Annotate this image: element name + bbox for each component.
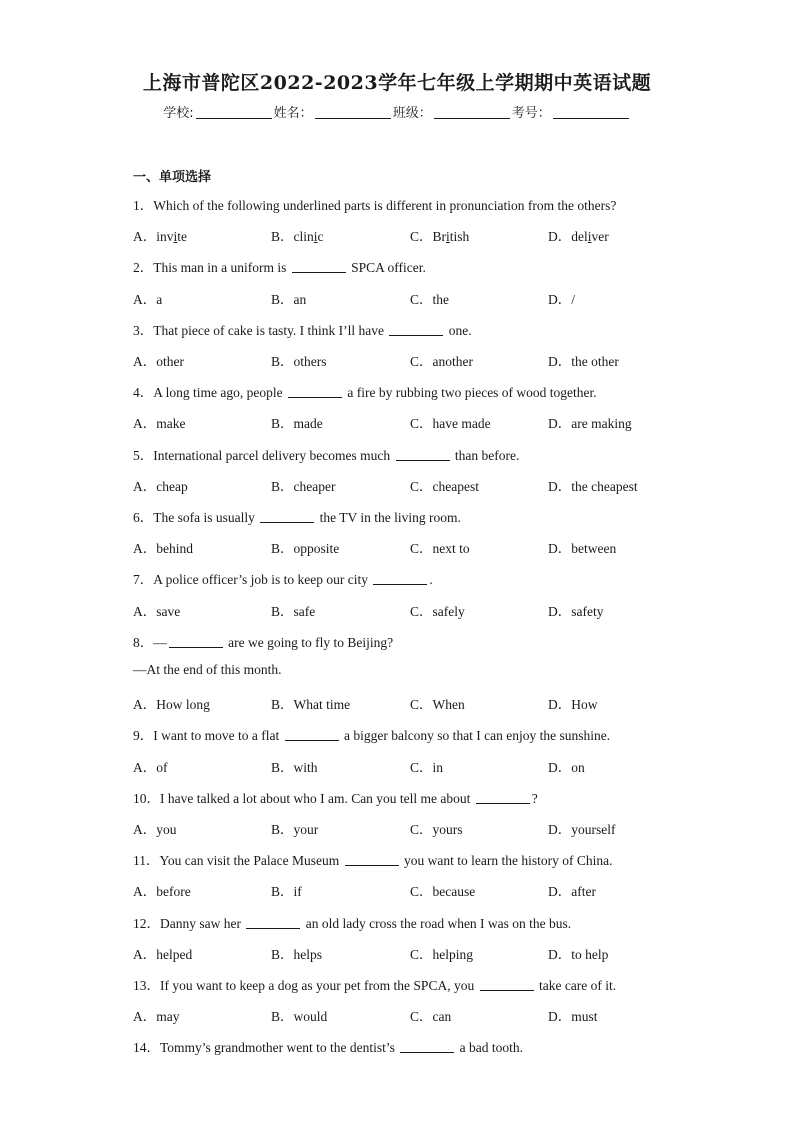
option-letter: C．	[410, 1009, 433, 1025]
question-text: .	[429, 572, 433, 588]
question-8-option-b[interactable]	[271, 693, 350, 713]
option-letter: C．	[410, 478, 433, 494]
option-letter: B．	[271, 759, 294, 775]
question-3-option-c[interactable]	[410, 350, 473, 370]
question-text: Tommy’s grandmother went to the dentist’s	[160, 1040, 399, 1056]
question-number: 6．	[133, 510, 154, 525]
school-field	[163, 102, 273, 121]
option-text: helped	[156, 946, 193, 962]
option-letter: A．	[133, 229, 157, 245]
underlined-letter: i	[313, 229, 318, 245]
answer-blank[interactable]	[288, 386, 342, 398]
option-letter: D．	[548, 229, 572, 245]
option-text: safety	[571, 603, 604, 619]
question-8-option-c[interactable]	[410, 693, 465, 713]
option-text: your	[293, 822, 319, 837]
question-text: an old lady cross the road when I was on the bus.	[302, 915, 572, 931]
option-letter: B．	[271, 603, 294, 619]
question-5-option-d[interactable]	[548, 475, 638, 495]
question-12-option-c[interactable]	[410, 943, 473, 963]
exam-number-label: 考号：	[511, 106, 551, 121]
question-11-stem	[133, 849, 612, 869]
exam-number-blank[interactable]	[553, 106, 629, 119]
question-8-option-a[interactable]	[133, 693, 210, 713]
question-2-option-c[interactable]	[410, 288, 449, 308]
question-4-option-c[interactable]	[410, 412, 491, 432]
underlined-letter: i	[587, 229, 592, 245]
question-text: a bad tooth.	[456, 1040, 524, 1056]
question-4-option-d[interactable]	[548, 412, 632, 432]
question-8-option-d[interactable]	[548, 693, 598, 713]
option-text: to help	[571, 946, 609, 962]
option-text: yourself	[571, 822, 616, 837]
question-3-option-d[interactable]	[548, 350, 619, 370]
question-number: 2．	[133, 260, 154, 276]
question-6-option-b[interactable]	[271, 537, 339, 557]
option-letter: A．	[133, 291, 157, 307]
option-text: opposite	[293, 541, 340, 557]
question-number: 8．	[133, 634, 154, 650]
option-text: after	[571, 884, 596, 900]
question-text: I want to move to a flat	[153, 728, 283, 744]
option-letter: D．	[548, 697, 572, 713]
question-13-stem	[133, 974, 616, 994]
question-2-stem	[133, 256, 426, 276]
question-6-option-a[interactable]	[133, 537, 193, 557]
option-text: a	[156, 291, 163, 307]
option-letter: D．	[548, 478, 572, 494]
option-text: yours	[432, 822, 463, 837]
question-6-stem	[133, 506, 461, 526]
option-text: cheapest	[432, 478, 479, 494]
question-number: 4．	[133, 385, 154, 401]
option-text: the cheapest	[571, 478, 638, 494]
question-7-option-a[interactable]	[133, 600, 180, 620]
question-12-stem	[133, 912, 571, 932]
question-text: a fire by rubbing two pieces of wood together.	[343, 385, 597, 401]
option-letter: C．	[410, 541, 433, 557]
option-text: make	[156, 416, 186, 432]
underlined-letter: i	[446, 229, 450, 245]
option-text: safe	[293, 603, 316, 619]
option-text-pre: inv	[156, 229, 174, 245]
option-text: How	[571, 697, 598, 713]
option-letter: D．	[548, 416, 572, 432]
question-text: This man in a uniform is	[153, 260, 290, 276]
option-letter: A．	[133, 822, 157, 837]
question-number: 5．	[133, 447, 154, 463]
exam-number-field	[512, 102, 631, 121]
question-9-option-b[interactable]	[271, 756, 318, 776]
question-1-option-d[interactable]	[548, 225, 609, 245]
question-text: A long time ago, people	[153, 385, 286, 401]
answer-blank[interactable]	[373, 573, 427, 585]
school-label: 学校:	[163, 106, 194, 121]
option-text: made	[293, 416, 323, 432]
question-9-stem	[133, 724, 610, 744]
question-number: 10．	[133, 790, 160, 806]
question-number: 14．	[133, 1040, 160, 1056]
question-text: than before.	[451, 447, 520, 463]
option-letter: B．	[271, 822, 294, 837]
option-letter: C．	[410, 884, 433, 900]
question-10-option-a[interactable]	[133, 818, 177, 838]
option-text: of	[156, 759, 168, 775]
option-letter: A．	[133, 884, 157, 900]
option-letter: D．	[548, 884, 572, 900]
option-letter: B．	[271, 478, 294, 494]
question-number: 7．	[133, 572, 154, 588]
question-text: International parcel delivery becomes much	[153, 447, 394, 463]
question-5-option-a[interactable]	[133, 475, 188, 495]
option-text: an	[293, 291, 307, 307]
question-number: 13．	[133, 978, 160, 993]
option-letter: A．	[133, 946, 157, 962]
question-1-option-c[interactable]	[410, 225, 469, 245]
question-number: 11．	[133, 853, 160, 869]
option-letter: C．	[410, 759, 433, 775]
question-text: Danny saw her	[160, 915, 245, 931]
question-number: 3．	[133, 322, 154, 338]
option-text: the other	[571, 354, 619, 369]
option-letter: A．	[133, 697, 157, 713]
option-text: between	[571, 541, 617, 557]
question-text: you want to learn the history of China.	[400, 853, 613, 869]
option-text: have made	[432, 416, 491, 432]
question-1-stem	[133, 194, 616, 214]
question-11-option-b[interactable]	[271, 880, 302, 900]
option-letter: B．	[271, 229, 294, 245]
question-12-option-b[interactable]	[271, 943, 322, 963]
question-12-option-d[interactable]	[548, 943, 608, 963]
question-2-option-d[interactable]	[548, 288, 575, 308]
option-letter: D．	[548, 1009, 572, 1025]
question-6-option-d[interactable]	[548, 537, 616, 557]
option-letter: C．	[410, 416, 433, 432]
name-field	[274, 102, 393, 121]
option-text: would	[293, 1009, 328, 1025]
option-text: next to	[432, 541, 470, 557]
option-letter: C．	[410, 822, 433, 837]
option-letter: A．	[133, 759, 157, 775]
option-text: with	[293, 759, 318, 775]
option-text-post: tish	[449, 229, 470, 245]
class-field	[393, 102, 512, 121]
answer-blank[interactable]	[389, 324, 443, 336]
question-10-stem	[133, 787, 538, 807]
option-letter: A．	[133, 354, 157, 369]
option-text: others	[293, 354, 327, 369]
option-letter: B．	[271, 416, 294, 432]
question-4-stem	[133, 381, 597, 401]
option-letter: B．	[271, 541, 294, 557]
question-13-option-b[interactable]	[271, 1005, 327, 1025]
question-7-stem	[133, 568, 433, 588]
question-text: If you want to keep a dog as your pet from the SPCA, you	[160, 978, 478, 993]
question-6-option-c[interactable]	[410, 537, 470, 557]
option-letter: C．	[410, 291, 433, 307]
question-10-option-b[interactable]	[271, 818, 318, 838]
question-7-option-b[interactable]	[271, 600, 315, 620]
question-text: A police officer’s job is to keep our city	[153, 572, 372, 588]
option-text: cheap	[156, 478, 188, 494]
question-text: take care of it.	[535, 978, 617, 993]
option-text-post: te	[177, 229, 188, 245]
answer-blank[interactable]	[396, 449, 450, 461]
option-letter: B．	[271, 697, 294, 713]
question-3-stem	[133, 319, 472, 339]
option-letter: D．	[548, 603, 572, 619]
option-text: other	[156, 354, 184, 369]
option-text-pre: clin	[293, 229, 314, 245]
answer-blank[interactable]	[285, 729, 339, 741]
answer-blank[interactable]	[260, 511, 314, 523]
question-text: —	[153, 634, 167, 650]
option-letter: C．	[410, 603, 433, 619]
question-4-option-a[interactable]	[133, 412, 186, 432]
answer-blank[interactable]	[169, 636, 223, 648]
option-text-post: c	[317, 229, 324, 245]
question-7-option-c[interactable]	[410, 600, 465, 620]
question-text: I have talked a lot about who I am. Can you tell me about	[160, 790, 474, 806]
option-letter: C．	[410, 229, 433, 245]
class-label: 班级：	[392, 106, 432, 121]
answer-blank[interactable]	[345, 854, 399, 866]
question-8-response: —At the end of this month.	[133, 662, 282, 677]
option-text: safely	[432, 603, 465, 619]
question-text: ?	[531, 790, 538, 806]
question-10-option-d[interactable]	[548, 818, 616, 838]
option-letter: D．	[548, 946, 572, 962]
question-number: 9．	[133, 728, 154, 744]
option-text: helping	[432, 946, 474, 962]
question-text: are we going to fly to Beijing?	[224, 634, 394, 650]
option-letter: D．	[548, 291, 572, 307]
option-text: When	[432, 697, 465, 713]
answer-blank[interactable]	[480, 979, 534, 991]
question-5-option-c[interactable]	[410, 475, 479, 495]
question-text: one.	[445, 322, 472, 338]
question-12-option-a[interactable]	[133, 943, 192, 963]
question-13-option-a[interactable]	[133, 1005, 180, 1025]
question-11-option-d[interactable]	[548, 880, 596, 900]
option-text-pre: Br	[432, 229, 447, 245]
option-text: you	[156, 822, 177, 837]
option-letter: D．	[548, 541, 572, 557]
option-letter: C．	[410, 354, 433, 369]
question-2-option-b[interactable]	[271, 288, 306, 308]
question-5-option-b[interactable]	[271, 475, 335, 495]
question-text: SPCA officer.	[347, 260, 426, 276]
option-text: in	[432, 759, 444, 775]
option-text: /	[571, 291, 576, 307]
option-letter: A．	[133, 541, 157, 557]
question-14-stem	[133, 1036, 523, 1056]
option-letter: B．	[271, 1009, 294, 1025]
question-11-option-a[interactable]	[133, 880, 191, 900]
question-7-option-d[interactable]	[548, 600, 603, 620]
option-letter: A．	[133, 416, 157, 432]
option-text-pre: del	[571, 229, 588, 245]
option-text: How long	[156, 697, 210, 713]
option-text: because	[432, 884, 476, 900]
question-5-stem	[133, 444, 519, 464]
option-letter: A．	[133, 1009, 157, 1025]
option-text: can	[432, 1009, 452, 1025]
option-letter: A．	[133, 478, 157, 494]
question-9-option-d[interactable]	[548, 756, 585, 776]
option-letter: B．	[271, 354, 294, 369]
option-text-post: ver	[591, 229, 609, 245]
class-blank[interactable]	[434, 106, 510, 119]
option-text: before	[156, 884, 191, 900]
name-label: 姓名：	[273, 106, 313, 121]
option-text: behind	[156, 541, 193, 557]
question-text: You can visit the Palace Museum	[159, 853, 343, 869]
option-text: What time	[293, 697, 351, 713]
option-text: another	[432, 354, 473, 369]
question-number: 1．	[133, 198, 154, 213]
option-text: are making	[571, 416, 632, 432]
section-title: 一、单项选择	[133, 170, 212, 185]
school-blank[interactable]	[196, 106, 272, 119]
option-letter: D．	[548, 354, 572, 369]
question-13-option-d[interactable]	[548, 1005, 598, 1025]
question-13-option-c[interactable]	[410, 1005, 451, 1025]
option-letter: B．	[271, 884, 294, 900]
question-3-option-b[interactable]	[271, 350, 327, 370]
option-letter: B．	[271, 946, 294, 962]
question-number: 12．	[133, 915, 160, 931]
question-text: a bigger balcony so that I can enjoy the sunshine.	[340, 728, 611, 744]
option-text: save	[156, 603, 181, 619]
question-9-option-c[interactable]	[410, 756, 443, 776]
question-2-option-a[interactable]	[133, 288, 162, 308]
option-letter: C．	[410, 946, 433, 962]
option-text: helps	[293, 946, 323, 962]
option-text: may	[156, 1009, 180, 1025]
option-text: on	[571, 759, 585, 775]
option-text: must	[571, 1009, 598, 1025]
question-text: Which of the following underlined parts is different in pronunciation from the others?	[153, 198, 617, 213]
question-9-option-a[interactable]	[133, 756, 168, 776]
question-11-option-c[interactable]	[410, 880, 475, 900]
question-3-option-a[interactable]	[133, 350, 184, 370]
option-text: cheaper	[293, 478, 336, 494]
option-text: if	[293, 884, 302, 900]
answer-blank[interactable]	[476, 792, 530, 804]
question-text: the TV in the living room.	[316, 510, 461, 525]
page-title: 上海市普陀区2022-2023学年七年级上学期期中英语试题	[142, 72, 652, 94]
option-letter: D．	[548, 822, 572, 837]
student-info-line	[0, 102, 794, 121]
question-8-stem	[133, 631, 393, 651]
name-blank[interactable]	[315, 106, 391, 119]
option-letter: C．	[410, 697, 433, 713]
answer-blank[interactable]	[400, 1041, 454, 1053]
option-text: the	[432, 291, 450, 307]
underlined-letter: i	[173, 229, 178, 245]
option-letter: D．	[548, 759, 572, 775]
answer-blank[interactable]	[246, 917, 300, 929]
question-1-option-a[interactable]	[133, 225, 187, 245]
question-10-option-c[interactable]	[410, 818, 463, 838]
question-1-option-b[interactable]	[271, 225, 324, 245]
option-letter: B．	[271, 291, 294, 307]
answer-blank[interactable]	[292, 261, 346, 273]
question-text: That piece of cake is tasty. I think I’ll have	[153, 322, 388, 338]
question-4-option-b[interactable]	[271, 412, 323, 432]
question-text: The sofa is usually	[153, 510, 259, 525]
option-letter: A．	[133, 603, 157, 619]
